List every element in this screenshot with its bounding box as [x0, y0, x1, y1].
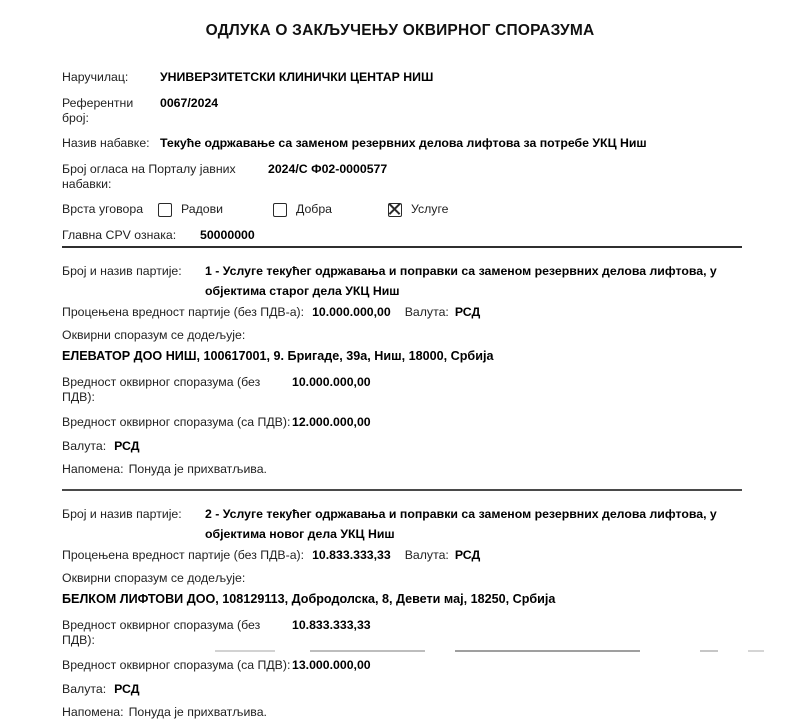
lot2-napomena-value: Понуда је прихватљива.: [128, 704, 267, 719]
lot2-bez-pdv-value: 10.833.333,33: [292, 617, 371, 632]
checkbox-usluge-label: Услуге: [411, 202, 449, 216]
lot1-award-label: Оквирни споразум се додељује:: [62, 327, 246, 342]
lot1-procenjena-label: Процењена вредност партије (без ПДВ-а):: [62, 304, 305, 319]
header-fields: [62, 70, 742, 243]
referentni-broj-label: Референтни број:: [62, 95, 134, 125]
lot1-bez-pdv-label: Вредност оквирног споразума (без ПДВ):: [62, 374, 261, 404]
lot1-award-row: [62, 328, 742, 343]
lot2-broj-naziv-value: 2 - Услуге текућег одржавања и поправки са заменом резервних делова лифтова, у објектима новог дела УКЦ Ниш: [205, 506, 717, 541]
lot-section-2: [62, 491, 742, 720]
broj-oglasa-value: 2024/С Ф02-0000577: [268, 161, 388, 176]
field-row-narucilac: [62, 70, 742, 85]
lot1-sa-pdv-row: [62, 415, 742, 430]
field-row-cpv: [62, 228, 742, 243]
lot1-valuta-inline-value: РСД: [454, 304, 481, 319]
lot2-bez-pdv-label: Вредност оквирног споразума (без ПДВ):: [62, 617, 261, 647]
lot2-procenjena-row: [62, 548, 742, 563]
lot2-sa-pdv-value: 13.000.000,00: [292, 657, 371, 672]
referentni-broj-value: 0067/2024: [160, 95, 219, 110]
lot2-sa-pdv-row: [62, 658, 742, 673]
checkbox-radovi-icon: [158, 203, 172, 217]
naziv-nabavke-value: Текуће одржавање са заменом резервних делова лифтова за потребе УКЦ Ниш: [160, 136, 647, 150]
lot2-supplier-row: [62, 591, 742, 607]
field-row-referentni-broj: [62, 96, 742, 126]
lot2-procenjena-value: 10.833.333,33: [312, 547, 391, 562]
vrsta-ugovora-label: Врста уговора: [62, 202, 144, 216]
lot2-supplier-value: БЕЛКОМ ЛИФТОВИ ДОО, 108129113, Добродолска, 8, Девети мај, 18250, Србија: [62, 591, 556, 606]
lot1-napomena-value: Понуда је прихватљива.: [128, 461, 267, 476]
field-row-naziv-nabavke: [62, 136, 742, 151]
lot2-napomena-row: [62, 705, 742, 720]
broj-oglasa-label: Број огласа на Порталу јавних набавки:: [62, 161, 236, 191]
lot2-award-label: Оквирни споразум се додељује:: [62, 570, 246, 585]
lot1-valuta-value: РСД: [114, 438, 140, 453]
document-body: [0, 70, 800, 720]
lot1-valuta-inline-label: Валута:: [404, 304, 449, 319]
lot1-supplier-value: ЕЛЕВАТОР ДОО НИШ, 100617001, 9. Бригаде, 39а, Ниш, 18000, Србија: [62, 348, 494, 363]
cpv-label: Главна CPV ознака:: [62, 227, 177, 242]
field-row-broj-oglasa: [62, 162, 742, 192]
lot2-valuta-label: Валута:: [62, 681, 107, 696]
lot1-sa-pdv-value: 12.000.000,00: [292, 414, 371, 429]
lot1-bez-pdv-row: [62, 375, 742, 405]
checkbox-dobra-icon: [273, 203, 287, 217]
lot1-supplier-row: [62, 348, 742, 364]
checkbox-usluge-icon: [388, 203, 402, 217]
contract-type-option-radovi: [158, 202, 273, 217]
lot2-valuta-inline-label: Валута:: [404, 547, 449, 562]
lot1-broj-naziv-label: Број и назив партије:: [62, 263, 182, 278]
lot2-bez-pdv-row: [62, 618, 742, 648]
contract-type-option-usluge: [388, 202, 449, 217]
checkbox-radovi-label: Радови: [181, 202, 224, 216]
cpv-value: 50000000: [200, 227, 255, 242]
lot-section-1: [62, 248, 742, 477]
document-title: ОДЛУКА О ЗАКЉУЧЕЊУ ОКВИРНОГ СПОРАЗУМА: [205, 22, 595, 39]
lot2-sa-pdv-label: Вредност оквирног споразума (са ПДВ):: [62, 657, 291, 672]
lot2-valuta-value: РСД: [114, 681, 140, 696]
narucilac-value: УНИВЕРЗИТЕТСКИ КЛИНИЧКИ ЦЕНТАР НИШ: [160, 70, 434, 84]
contract-type-option-dobra: [273, 202, 388, 217]
lot2-procenjena-label: Процењена вредност партије (без ПДВ-а):: [62, 547, 305, 562]
lot1-valuta-row: [62, 439, 742, 454]
lot1-bez-pdv-value: 10.000.000,00: [292, 374, 371, 389]
scan-artifact-line: [0, 650, 800, 652]
lot2-valuta-inline-value: РСД: [454, 547, 481, 562]
naziv-nabavke-label: Назив набавке:: [62, 136, 150, 150]
lot1-valuta-label: Валута:: [62, 438, 107, 453]
checkbox-dobra-label: Добра: [296, 202, 333, 216]
lot1-title-row: [62, 261, 742, 301]
lot1-procenjena-value: 10.000.000,00: [312, 304, 391, 319]
lot2-broj-naziv-label: Број и назив партије:: [62, 506, 182, 521]
lot2-valuta-row: [62, 682, 742, 697]
lot2-title-row: [62, 504, 742, 544]
lot1-napomena-label: Напомена:: [62, 461, 124, 476]
lot1-sa-pdv-label: Вредност оквирног споразума (са ПДВ):: [62, 414, 291, 429]
lot1-broj-naziv-value: 1 - Услуге текућег одржавања и поправки са заменом резервних делова лифтова, у објектима старог дела УКЦ Ниш: [205, 263, 717, 298]
narucilac-label: Наручилац:: [62, 70, 129, 84]
lot1-napomena-row: [62, 462, 742, 477]
field-row-vrsta-ugovora: [62, 202, 742, 217]
lot1-procenjena-row: [62, 305, 742, 320]
lot2-napomena-label: Напомена:: [62, 704, 124, 719]
lot2-award-row: [62, 571, 742, 586]
